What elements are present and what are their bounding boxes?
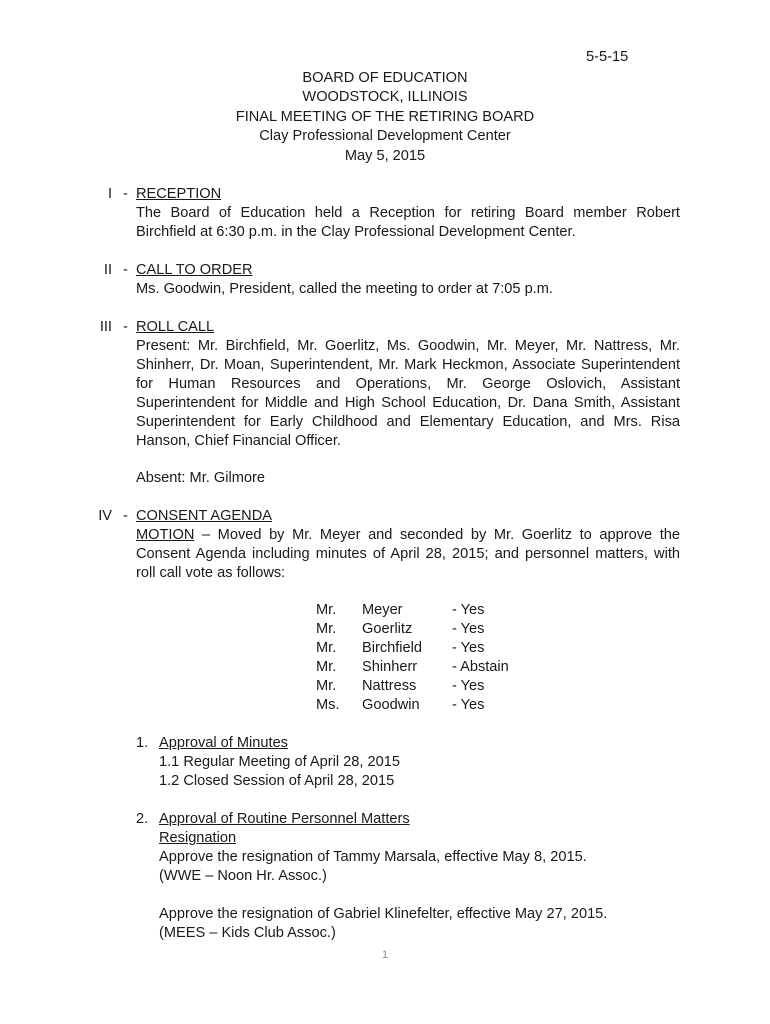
- vote-name: Shinherr: [362, 659, 418, 675]
- reception-text: The Board of Education held a Reception for retiring Board member Robert Birchfield at 6:30 p.m. in the Clay Professional Development Center.: [136, 205, 680, 240]
- roll-call-absent: Absent: Mr. Gilmore: [136, 470, 265, 486]
- vote-row: [316, 677, 576, 696]
- document-header: [0, 69, 770, 166]
- section-dash: -: [123, 319, 128, 335]
- vote-row: [316, 658, 576, 677]
- section-numeral: IV: [98, 508, 112, 524]
- section-dash: -: [123, 262, 128, 278]
- header-date: May 5, 2015: [344, 147, 426, 164]
- resignation-location: (MEES – Kids Club Assoc.): [159, 925, 336, 941]
- vote-name: Nattress: [362, 678, 417, 694]
- item-number: 1.: [136, 735, 149, 751]
- section-body: [136, 337, 680, 451]
- vote-title: Mr.: [316, 678, 337, 694]
- vote-row: [316, 601, 576, 620]
- roll-call-vote-table: [316, 601, 576, 715]
- vote-title: Mr.: [316, 602, 337, 618]
- vote-name: Birchfield: [362, 640, 423, 656]
- header-meeting-type: FINAL MEETING OF THE RETIRING BOARD: [235, 108, 535, 125]
- document-number: 5-5-15: [586, 49, 629, 65]
- personnel-subheading: Resignation: [159, 830, 237, 846]
- vote-title: Mr.: [316, 621, 337, 637]
- vote-value: - Yes: [452, 640, 485, 656]
- motion-text: – Moved by Mr. Meyer and seconded by Mr. Goerlitz to approve the Consent Agenda including minutes of April 28, 2015; and personnel matters, with roll call vote as follows:: [136, 527, 680, 581]
- vote-title: Mr.: [316, 659, 337, 675]
- header-venue: Clay Professional Development Center: [259, 128, 511, 145]
- resignation-entry: [159, 848, 680, 886]
- section-numeral: II: [103, 262, 112, 278]
- resignation-entry: [159, 905, 680, 943]
- section-dash: -: [123, 508, 128, 524]
- vote-name: Meyer: [362, 602, 403, 618]
- section-body: [136, 280, 680, 299]
- section-title: ROLL CALL: [136, 319, 215, 335]
- minutes-subitem: 1.1 Regular Meeting of April 28, 2015: [159, 754, 400, 770]
- vote-row: [316, 620, 576, 639]
- section-title: RECEPTION: [136, 186, 222, 202]
- header-board: BOARD OF EDUCATION: [302, 70, 468, 86]
- item-title: Approval of Routine Personnel Matters: [159, 811, 410, 827]
- resignation-location: (WWE – Noon Hr. Assoc.): [159, 868, 327, 884]
- motion-paragraph: [136, 526, 680, 583]
- header-location: WOODSTOCK, ILLINOIS: [302, 89, 468, 106]
- section-dash: -: [123, 186, 128, 202]
- item-title: Approval of Minutes: [159, 735, 288, 751]
- section-title: CALL TO ORDER: [136, 262, 253, 278]
- vote-value: - Yes: [452, 697, 485, 713]
- roll-call-present: Present: Mr. Birchfield, Mr. Goerlitz, Ms. Goodwin, Mr. Meyer, Mr. Nattress, Mr. Shinherr, Dr. Moan, Superintendent, Mr. Mark Heckmon, Associate Superintendent for Human Resources and Operations, Mr. George Oslovich, Assistant Superintendent for Middle and High School Education, Dr. Dana Smith, Assistant Superintendent for Early Childhood and Elementary Education, and Mrs. Risa Hanson, Chief Financial Officer.: [136, 338, 680, 449]
- motion-label: MOTION: [136, 527, 195, 543]
- section-body: [136, 204, 680, 242]
- section-numeral: III: [99, 319, 112, 335]
- vote-value: - Yes: [452, 602, 485, 618]
- vote-row: [316, 696, 576, 715]
- section-title: CONSENT AGENDA: [136, 508, 272, 524]
- call-to-order-text: Ms. Goodwin, President, called the meeting to order at 7:05 p.m.: [136, 281, 553, 297]
- minutes-subitem: 1.2 Closed Session of April 28, 2015: [159, 773, 395, 789]
- vote-title: Mr.: [316, 640, 337, 656]
- vote-name: Goodwin: [362, 697, 420, 713]
- resignation-text: Approve the resignation of Gabriel Klinefelter, effective May 27, 2015.: [159, 906, 608, 922]
- vote-value: - Yes: [452, 621, 485, 637]
- page-number: 1: [381, 949, 389, 961]
- section-numeral: I: [107, 186, 112, 202]
- vote-value: - Yes: [452, 678, 485, 694]
- section-body: [136, 469, 680, 488]
- item-number: 2.: [136, 811, 149, 827]
- vote-name: Goerlitz: [362, 621, 413, 637]
- vote-title: Ms.: [316, 697, 340, 713]
- vote-value: - Abstain: [452, 659, 509, 675]
- resignation-text: Approve the resignation of Tammy Marsala, effective May 8, 2015.: [159, 849, 587, 865]
- vote-row: [316, 639, 576, 658]
